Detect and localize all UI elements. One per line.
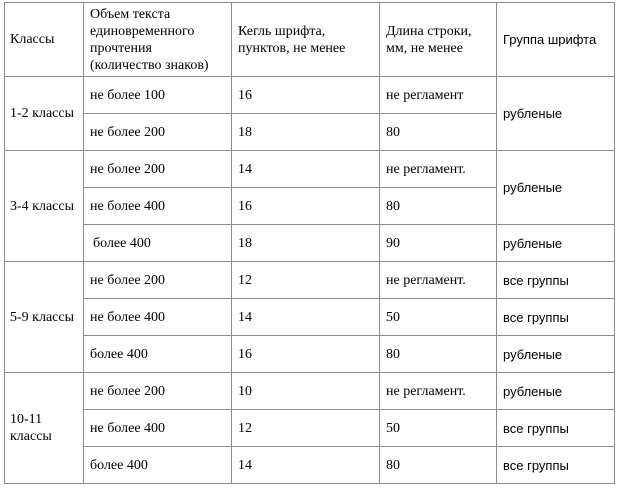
line-length-cell: не регламент [380, 77, 497, 114]
font-size-cell: 14 [232, 151, 380, 188]
header-font-size: Кегль шрифта, пунктов, не менее [232, 3, 380, 77]
volume-cell: не более 400 [84, 410, 232, 447]
volume-cell: более 400 [84, 447, 232, 484]
font-group-cell: все группы [497, 262, 615, 299]
font-group-cell: рубленые [497, 225, 615, 262]
font-size-cell: 18 [232, 114, 380, 151]
table-row [5, 225, 615, 262]
line-length-cell: не регламент. [380, 373, 497, 410]
table-row [5, 262, 615, 299]
header-classes: Классы [5, 3, 84, 77]
line-length-cell: не регламент. [380, 262, 497, 299]
font-group-cell: все группы [497, 447, 615, 484]
font-group-cell: рубленые [497, 77, 615, 151]
table-row [5, 77, 615, 114]
line-length-cell: 80 [380, 114, 497, 151]
volume-cell: не более 200 [84, 114, 232, 151]
line-length-cell: 50 [380, 410, 497, 447]
header-volume: Объем текста единовременного прочтения (количество знаков) [84, 3, 232, 77]
table-header-row [5, 3, 615, 77]
font-requirements-table [4, 2, 615, 484]
table-row [5, 447, 615, 484]
classes-cell: 1-2 классы [5, 77, 84, 151]
table-row [5, 373, 615, 410]
classes-cell: 3-4 классы [5, 151, 84, 262]
font-size-cell: 16 [232, 77, 380, 114]
line-length-cell: 80 [380, 188, 497, 225]
line-length-cell: 80 [380, 447, 497, 484]
classes-cell: 5-9 классы [5, 262, 84, 373]
font-group-cell: все группы [497, 299, 615, 336]
font-size-cell: 12 [232, 262, 380, 299]
volume-cell: не более 200 [84, 262, 232, 299]
table-row [5, 410, 615, 447]
table-row [5, 151, 615, 188]
volume-cell: не более 400 [84, 188, 232, 225]
line-length-cell: 80 [380, 336, 497, 373]
line-length-cell: 50 [380, 299, 497, 336]
line-length-cell: 90 [380, 225, 497, 262]
font-size-cell: 12 [232, 410, 380, 447]
font-size-cell: 16 [232, 188, 380, 225]
font-size-cell: 14 [232, 447, 380, 484]
classes-cell: 10-11 классы [5, 373, 84, 484]
font-size-cell: 18 [232, 225, 380, 262]
volume-cell: более 400 [84, 225, 232, 262]
font-size-cell: 10 [232, 373, 380, 410]
font-group-cell: рубленые [497, 151, 615, 225]
header-font-group: Группа шрифта [497, 3, 615, 77]
volume-cell: не более 200 [84, 151, 232, 188]
table-row [5, 336, 615, 373]
header-line-length: Длина строки, мм, не менее [380, 3, 497, 77]
font-group-cell: рубленые [497, 373, 615, 410]
font-group-cell: все группы [497, 410, 615, 447]
volume-cell: не более 100 [84, 77, 232, 114]
font-size-cell: 14 [232, 299, 380, 336]
font-size-cell: 16 [232, 336, 380, 373]
volume-cell: более 400 [84, 336, 232, 373]
line-length-cell: не регламент. [380, 151, 497, 188]
table-row [5, 299, 615, 336]
volume-cell: не более 200 [84, 373, 232, 410]
font-group-cell: рубленые [497, 336, 615, 373]
volume-cell: не более 400 [84, 299, 232, 336]
